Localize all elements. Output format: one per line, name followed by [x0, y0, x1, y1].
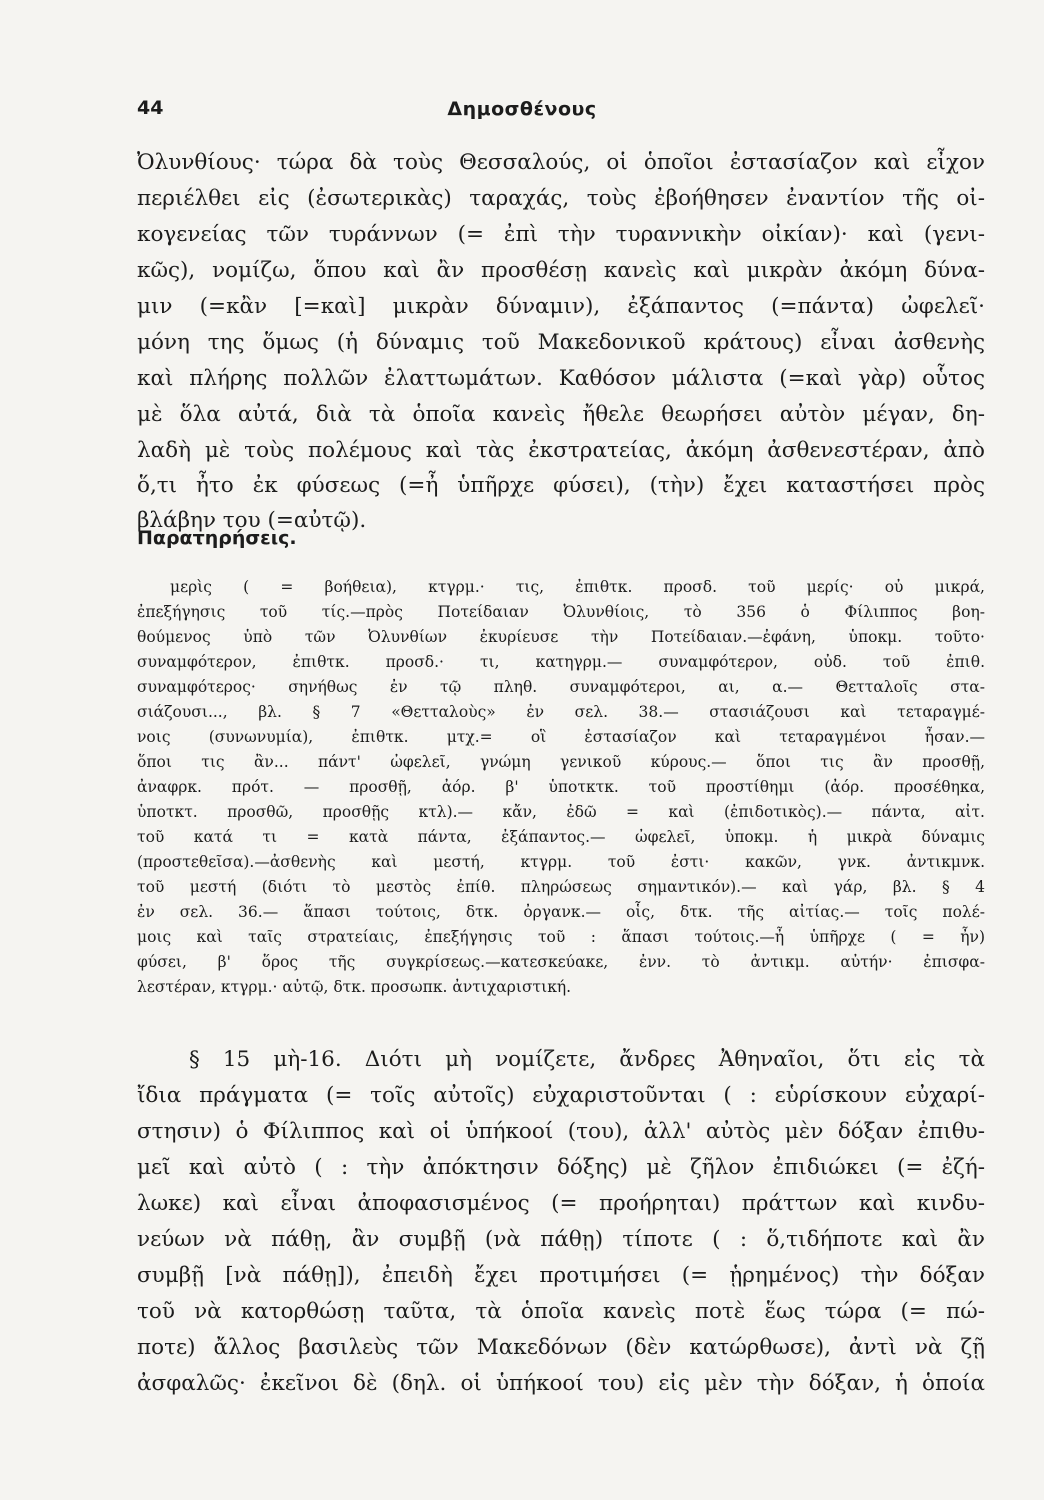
main-line: κῶς), νομίζω, ὅπου καὶ ἂν προσθέσῃ κανεὶς καὶ μικρὰν ἀκόμη δύνα-: [137, 258, 985, 283]
note-line: τοῦ μεστή (διότι τὸ μεστὸς ἐπίθ. πληρώσεως σημαντικόν).— καὶ γάρ, βλ. § 4: [137, 878, 985, 896]
main-line: ὅ,τι ἦτο ἐκ φύσεως (=ἦ ὑπῆρχε φύσει), (τὴν) ἔχει καταστήσει πρὸς: [137, 473, 985, 498]
section-line: § 15 μὴ-16. Διότι μὴ νομίζετε, ἄνδρες Ἀθηναῖοι, ὅτι εἰς τὰ: [189, 1047, 985, 1072]
section-line: ἀσφαλῶς· ἐκεῖνοι δὲ (δηλ. οἱ ὑπήκοοί του) εἰς μὲν τὴν δόξαν, ἡ ὁποία: [137, 1371, 985, 1396]
note-line: τοῦ κατά τι = κατὰ πάντα, ἐξάπαντος.— ὠφελεῖ, ὑποκμ. ἡ μικρὰ δύναμις: [137, 828, 985, 846]
note-line: ὑποτκτ. προσθῶ, προσθῇς κτλ).— κἄν, ἐδῶ = καὶ (ἐπιδοτικὸς).— πάντα, αἰτ.: [137, 803, 985, 821]
main-line: λαδὴ μὲ τοὺς πολέμους καὶ τὰς ἐκστρατείας, ἀκόμη ἀσθενεστέραν, ἀπὸ: [137, 438, 985, 463]
main-line: περιέλθει εἰς (ἐσωτερικὰς) ταραχάς, τοὺς ἐβοήθησεν ἐναντίον τῆς οἰ-: [137, 186, 985, 211]
section-line: μεῖ καὶ αὐτὸ ( : τὴν ἀπόκτησιν δόξης) μὲ ζῆλον ἐπιδιώκει (= ἐζή-: [137, 1155, 985, 1180]
note-line: μερὶς ( = βοήθεια), κτγρμ.· τις, ἐπιθτκ. προσδ. τοῦ μερίς· οὐ μικρά,: [170, 578, 985, 596]
main-line: κογενείας τῶν τυράννων (= ἐπὶ τὴν τυραννικὴν οἰκίαν)· καὶ (γενι-: [137, 222, 985, 247]
main-line: βλάβην του (=αὐτῷ).: [137, 508, 367, 533]
note-line: ἐν σελ. 36.— ἅπασι τούτοις, δτκ. ὀργανκ.— οἷς, δτκ. τῆς αἰτίας.— τοῖς πολέ-: [137, 903, 985, 921]
section-line: συμβῇ [νὰ πάθῃ]), ἐπειδὴ ἔχει προτιμήσει (= ᾑρημένος) τὴν δόξαν: [137, 1263, 985, 1288]
main-line: μιν (=κἂν [=καὶ] μικρὰν δύναμιν), ἐξάπαντος (=πάντα) ὠφελεῖ·: [137, 294, 985, 319]
section-line: λωκε) καὶ εἶναι ἀποφασισμένος (= προήρηται) πράττων καὶ κινδυ-: [137, 1191, 985, 1216]
notes-heading: Παρατηρήσεις.: [137, 527, 297, 549]
main-line: μόνη της ὅμως (ἡ δύναμις τοῦ Μακεδονικοῦ κράτους) εἶναι ἀσθενὴς: [137, 330, 985, 355]
note-line: συναμφότερον, ἐπιθτκ. προσδ.· τι, κατηγρμ.— συναμφότερον, οὐδ. τοῦ ἐπιθ.: [137, 653, 985, 671]
note-line: νοις (συνωνυμία), ἐπιθτκ. μτχ.= οἳ ἐστασίαζον καὶ τεταραγμένοι ἦσαν.—: [137, 728, 985, 746]
main-line: καὶ πλήρης πολλῶν ἐλαττωμάτων. Καθόσον μάλιστα (=καὶ γὰρ) οὗτος: [137, 366, 985, 391]
main-line: μὲ ὅλα αὐτά, διὰ τὰ ὁποῖα κανεὶς ἤθελε θεωρήσει αὐτὸν μέγαν, δη-: [137, 402, 985, 427]
running-title: Δημοσθένους: [447, 98, 597, 120]
note-line: θούμενος ὑπὸ τῶν Ὀλυνθίων ἐκυρίευσε τὴν Ποτείδαιαν.—ἐφάνη, ὑποκμ. τοῦτο·: [137, 628, 985, 646]
note-line: μοις καὶ ταῖς στρατείαις, ἐπεξήγησις τοῦ : ἅπασι τούτοις.—ἦ ὑπῆρχε ( = ἦν): [137, 928, 985, 946]
note-line: φύσει, β' ὅρος τῆς συγκρίσεως.—κατεσκεύακε, ἐνν. τὸ ἀντικμ. αὐτήν· ἐπισφα-: [137, 953, 985, 971]
section-line: ποτε) ἄλλος βασιλεὺς τῶν Μακεδόνων (δὲν κατώρθωσε), ἀντὶ νὰ ζῇ: [137, 1335, 985, 1360]
note-line: συναμφότερος· σηνήθως ἐν τῷ πληθ. συναμφότεροι, αι, α.— Θετταλοῖς στα-: [137, 678, 985, 696]
note-line: ἐπεξήγησις τοῦ τίς.—πρὸς Ποτείδαιαν Ὀλυνθίοις, τὸ 356 ὁ Φίλιππος βοη-: [137, 603, 985, 621]
note-line: ὅποι τις ἂν... πάντ' ὠφελεῖ, γνώμη γενικοῦ κύρους.— ὅποι τις ἂν προσθῇ,: [137, 753, 985, 771]
note-line: (προστεθεῖσα).—ἀσθενὴς καὶ μεστή, κτγρμ. τοῦ ἐστι· κακῶν, γνκ. ἀντικμνκ.: [137, 853, 985, 871]
note-line: λεστέραν, κτγρμ.· αὐτῷ, δτκ. προσωπκ. ἀντιχαριστική.: [137, 978, 572, 996]
section-line: τοῦ νὰ κατορθώσῃ ταῦτα, τὰ ὁποῖα κανεὶς ποτὲ ἕως τώρα (= πώ-: [137, 1299, 985, 1324]
main-line: Ὀλυνθίους· τώρα δὰ τοὺς Θεσσαλούς, οἱ ὁποῖοι ἐστασίαζον καὶ εἶχον: [137, 150, 985, 175]
section-line: ἴδια πράγματα (= τοῖς αὐτοῖς) εὐχαριστοῦνται ( : εὑρίσκουν εὐχαρί-: [137, 1083, 985, 1108]
section-line: στησιν) ὁ Φίλιππος καὶ οἱ ὑπήκοοί (του), ἀλλ' αὐτὸς μὲν δόξαν ἐπιθυ-: [137, 1119, 985, 1144]
note-line: ἀναφρκ. πρότ. — προσθῇ, ἀόρ. β' ὑποτκτκ. τοῦ προστίθημι (ἀόρ. προσέθηκα,: [137, 778, 985, 796]
note-line: σιάζουσι..., βλ. § 7 «Θετταλοὺς» ἐν σελ. 38.— στασιάζουσι καὶ τεταραγμέ-: [137, 703, 985, 721]
section-line: νεύων νὰ πάθῃ, ἂν συμβῇ (νὰ πάθῃ) τίποτε ( : ὅ,τιδήποτε καὶ ἂν: [137, 1227, 985, 1252]
page-number: 44: [137, 97, 164, 119]
